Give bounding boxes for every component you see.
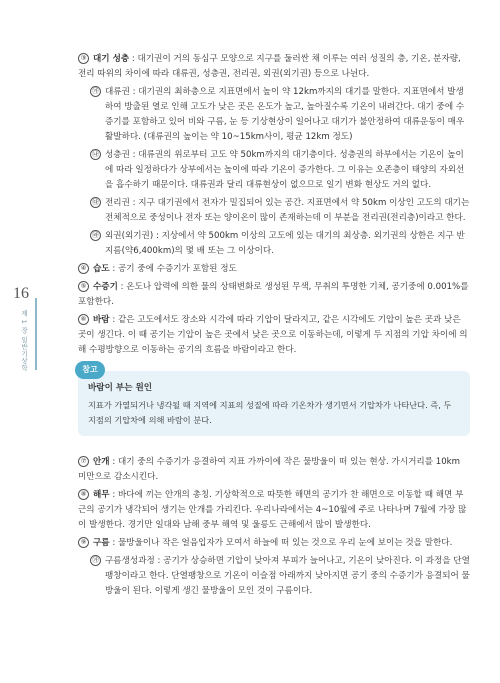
item-cloud [78, 536, 470, 551]
side-divider [35, 298, 37, 370]
item-humidity [78, 262, 470, 277]
item-water-vapor [78, 280, 470, 310]
item-fog [78, 455, 470, 485]
reference-box [78, 371, 470, 436]
subitem-troposphere [90, 85, 470, 145]
item-term: 바람 [93, 315, 110, 325]
item-term: 구름 [93, 538, 110, 548]
subitem-text: 구름생성과정 : 공기가 상승하면 기압이 낮아져 부피가 늘어나고, 기온이 낮아진다. 이 과정을 단열팽창이라고 한다. 단열팽창으로 기온이 이슬점 아래까지 낮아지면 공기 중의 수증기가 응결되어 물방울이 된다. 이렇게 생긴 물방울이 모인 것이 구름이다. [105, 556, 470, 596]
page-number: 16 [13, 285, 29, 302]
subitem-cloud-formation [90, 554, 470, 599]
subitem-ionosphere [90, 196, 470, 226]
item-text: : 대기 중의 수증기가 응결하여 지표 가까이에 작은 물방울이 떠 있는 현상. 가시거리를 10km 미만으로 감소시킨다. [78, 457, 461, 482]
item-wind [78, 313, 470, 358]
item-text: : 물방울이나 작은 얼음입자가 모여서 하늘에 떠 있는 것으로 우리 눈에 보이는 것을 말한다. [109, 538, 453, 548]
item-term: 해무 [93, 490, 110, 500]
subitem-text: 대류권 : 대기권의 최하층으로 지표면에서 높이 약 12km까지의 대기를 말한다. 지표면에서 발생하여 방출된 열로 인해 고도가 낮은 곳은 온도가 높고, 높아질수록 기온이 내려간다. 대기 중에 수증기를 포함하고 있어 비와 구름, 눈 등 기상현상이 일어나고 대기가 불안정하여 대류운동이 매우 활발하다. (대류권의 높이는 약 10~15km사이, 평균 12km 정도) [105, 87, 465, 142]
subitem-marker: ㉮ [90, 555, 101, 566]
subitem-text: 전리권 : 지구 대기권에서 전자가 밀집되어 있는 공간. 지표면에서 약 50km 이상인 고도의 대기는 전체적으로 중성이나 전자 또는 양이온이 많이 존재하는데 이 부분을 전리권(전리층)이라고 한다. [105, 198, 470, 223]
item-text: : 바다에 끼는 안개의 총칭. 기상학적으로 따뜻한 해면의 공기가 찬 해면으로 이동할 때 해면 부근의 공기가 냉각되어 생기는 안개를 가리킨다. 우리나라에서는 4~10월에 주로 나타나며 7월에 가장 많이 발생한다. 경기만 일대와 남해 중부 해역 및 울릉도 근해에서 많이 발생한다. [78, 490, 467, 530]
reference-text: 지표가 가열되거나 냉각될 때 지역에 지표의 성질에 따라 기온차가 생기면서 기압차가 나타난다. 즉, 두 지점의 기압차에 의해 바람이 분다. [88, 400, 452, 425]
item-term: 대기 성층 [93, 54, 130, 64]
item-marker: ⑥ [78, 314, 89, 325]
subitem-marker: ㉮ [90, 86, 101, 97]
chapter-side-label: 제 1 장 일반기상학 [20, 310, 28, 372]
subitem-marker: ㉱ [90, 230, 101, 241]
item-text: : 같은 고도에서도 장소와 시각에 따라 기압이 달라지고, 같은 시각에도 기압이 높은 곳과 낮은 곳이 생긴다. 이 때 공기는 기압이 높은 곳에서 낮은 곳으로 이동하는데, 이렇게 두 지점의 기압 차이에 의해 수평방향으로 이동하는 공기의 흐름을 바람이라고 한다. [78, 315, 468, 355]
item-sea-fog [78, 488, 470, 533]
reference-title: 바람이 부는 원인 [88, 383, 153, 393]
item-marker: ⑨ [78, 537, 89, 548]
subitem-text: 성층권 : 대류권의 위로부터 고도 약 50km까지의 대기층이다. 성층권의 하부에서는 기온이 높이에 따라 일정하다가 상부에서는 높이에 따라 기온이 증가한다. 그 이유는 오존층이 태양의 자외선을 흡수하기 때문이다. 대류권과 달리 대류현상이 없으므로 일기 변화 현상도 거의 없다. [105, 150, 465, 190]
item-atmosphere-layers [78, 52, 470, 82]
item-marker: ⑤ [78, 281, 89, 292]
item-marker: ⑦ [78, 456, 89, 467]
subitem-marker: ㉯ [90, 149, 101, 160]
item-text: : 대기권이 거의 동심구 모양으로 지구를 둘러싼 채 이루는 여러 성질의 층, 기온, 분자량, 전리 따위의 차이에 따라 대류권, 성층권, 전리권, 외권(외기권) 등으로 나뉜다. [78, 54, 461, 79]
reference-tag: 참고 [75, 361, 105, 379]
item-marker: ⑧ [78, 489, 89, 500]
subitem-marker: ㉰ [90, 197, 101, 208]
item-text: : 온도나 압력에 의한 물의 상태변화로 생성된 무색, 무취의 투명한 기체, 공기중에 0.001%를 포함한다. [78, 282, 469, 307]
reference-note [78, 365, 470, 436]
subitem-text: 외권(외기권) : 지상에서 약 500km 이상의 고도에 있는 대기의 최상층. 외기권의 상한은 지구 반지름(약6,400km)의 몇 배 또는 그 이상이다. [105, 231, 465, 256]
item-marker: ④ [78, 263, 89, 274]
page-content [78, 52, 470, 602]
item-term: 수증기 [93, 282, 118, 292]
item-marker: ③ [78, 53, 89, 64]
subitem-exosphere [90, 229, 470, 259]
item-term: 습도 [93, 264, 110, 274]
item-text: : 공기 중에 수증기가 포함된 정도 [109, 264, 237, 274]
item-term: 안개 [93, 457, 110, 467]
subitem-stratosphere [90, 148, 470, 193]
